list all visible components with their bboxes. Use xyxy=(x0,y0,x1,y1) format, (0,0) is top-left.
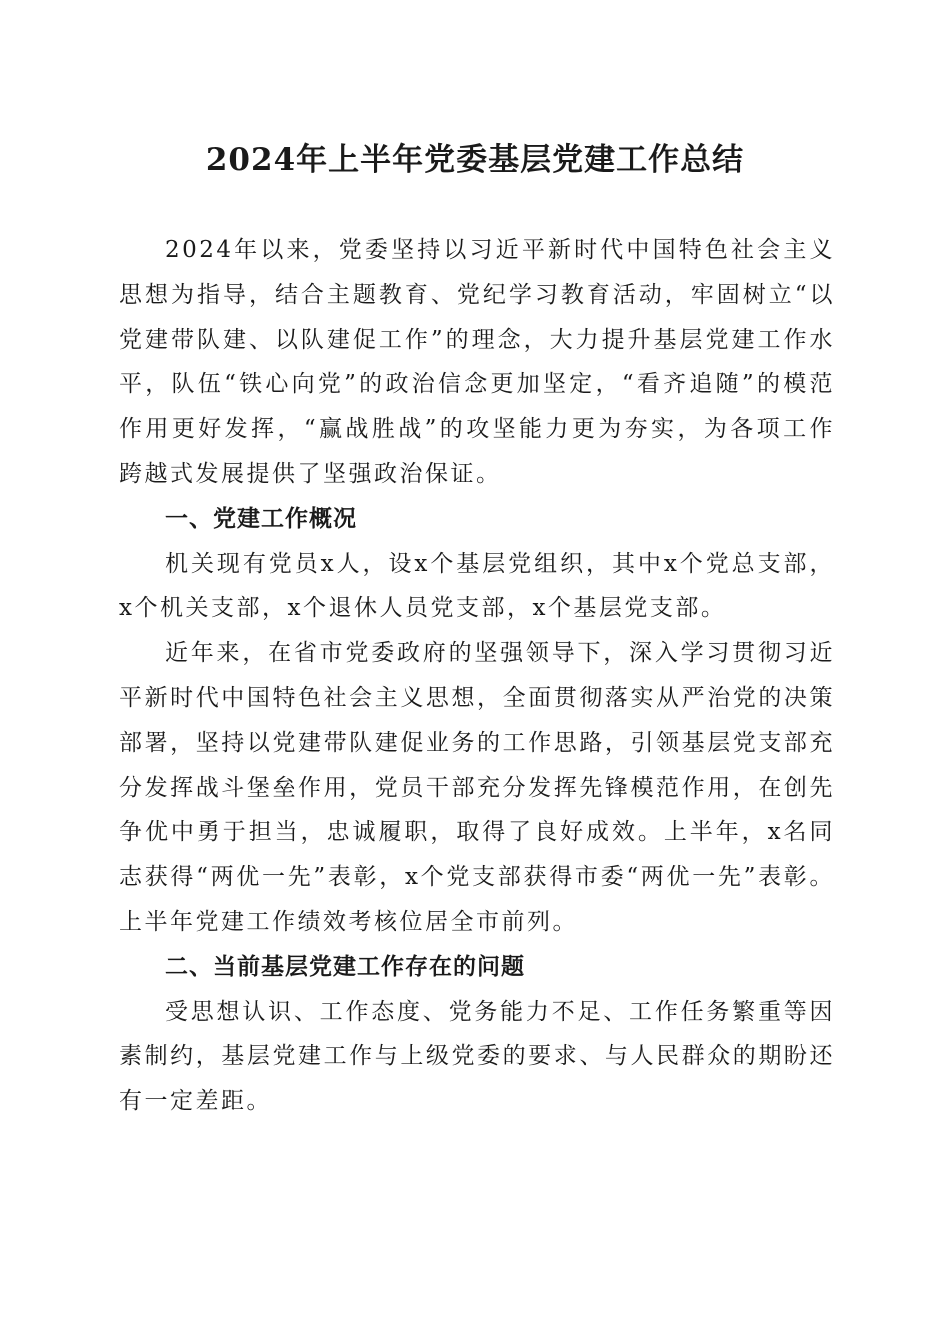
document-body xyxy=(119,228,835,1124)
section-2-paragraph-1: 受思想认识、工作态度、党务能力不足、工作任务繁重等因素制约，基层党建工作与上级党委的要求、与人民群众的期盼还有一定差距。 xyxy=(119,998,835,1115)
document-title: 2024年上半年党委基层党建工作总结 xyxy=(205,142,745,178)
section-2-heading: 二、当前基层党建工作存在的问题 xyxy=(165,953,525,980)
intro-paragraph: 2024年以来，党委坚持以习近平新时代中国特色社会主义思想为指导，结合主题教育、党纪学习教育活动，牢固树立“以党建带队建、以队建促工作”的理念，大力提升基层党建工作水平，队伍“铁心向党”的政治信念更加坚定，“看齐追随”的模范作用更好发挥，“赢战胜战”的攻坚能力更为夯实，为各项工作跨越式发展提供了坚强政治保证。 xyxy=(119,237,835,487)
section-1-heading: 一、党建工作概况 xyxy=(165,505,357,532)
section-1-paragraph-2: 近年来，在省市党委政府的坚强领导下，深入学习贯彻习近平新时代中国特色社会主义思想，全面贯彻落实从严治党的决策部署，坚持以党建带队建促业务的工作思路，引领基层党支部充分发挥战斗堡垒作用，党员干部充分发挥先锋模范作用，在创先争优中勇于担当，忠诚履职，取得了良好成效。上半年，x名同志获得“两优一先”表彰，x个党支部获得市委“两优一先”表彰。上半年党建工作绩效考核位居全市前列。 xyxy=(119,640,835,935)
section-1-paragraph-1: 机关现有党员x人，设x个基层党组织，其中x个党总支部，x个机关支部，x个退休人员党支部，x个基层党支部。 xyxy=(119,550,835,622)
